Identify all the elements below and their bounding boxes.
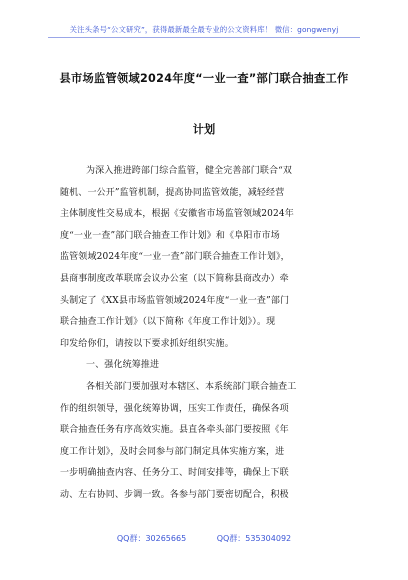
body-line: 一步明确抽查内容、任务分工、时间安排等，确保上下联 — [60, 468, 289, 479]
document-title-continuation: 计划 — [192, 123, 216, 136]
document-title: 县市场监管领域2024年度“一业一查”部门联合抽查工作 — [59, 72, 349, 85]
body-line: 各相关部门要加强对本辖区、本系统部门联合抽查工 — [86, 381, 297, 392]
body-line: 度工作计划》，及时会同参与部门制定具体实施方案，进 — [60, 446, 285, 457]
body-line: 作的组织领导，强化统筹协调，压实工作责任，确保各项 — [60, 403, 289, 414]
footer — [0, 533, 408, 544]
body-line: 监管领域2024年度“一业一查”部门联合抽查工作计划》， — [60, 252, 290, 263]
header-divider — [48, 37, 360, 38]
header-banner: 关注头条号“公文研究”，获得最新最全最专业的公文资料库！ 微信：gongwenyj — [69, 25, 339, 34]
body-line: 联合抽查任务有序高效实施。县直各牵头部门要按照《年 — [60, 425, 289, 436]
body-line: 为深入推进跨部门综合监管，健全完善部门联合“双 — [86, 166, 293, 176]
body-line: 动、左右协同、步调一致。各参与部门要密切配合，积极 — [60, 489, 289, 500]
footer-qq-group-1: QQ群：30265665 — [116, 534, 187, 543]
body-line: 头制定了《XX县市场监管领域2024年度“一业一查”部门 — [60, 295, 290, 306]
body-line: 联合抽查工作计划》（以下简称《年度工作计划》）。现 — [60, 317, 276, 328]
body-line: 度“一业一查”部门联合抽查工作计划》和《阜阳市市场 — [60, 230, 280, 241]
document-body — [60, 161, 356, 507]
body-line: 印发给你们，请按以下要求抓好组织实施。 — [60, 338, 234, 349]
body-line: 随机、一公开”监管机制，提高协同监管效能，减轻经营 — [60, 187, 285, 198]
body-line: 主体制度性交易成本，根据《安徽省市场监管领域2024年 — [60, 209, 294, 220]
section-heading: 一、强化统筹推进 — [86, 360, 160, 371]
footer-qq-group-2: QQ群：535304092 — [216, 534, 292, 543]
body-line: 县商事制度改革联席会议办公室（以下简称县商改办）牵 — [60, 273, 289, 284]
